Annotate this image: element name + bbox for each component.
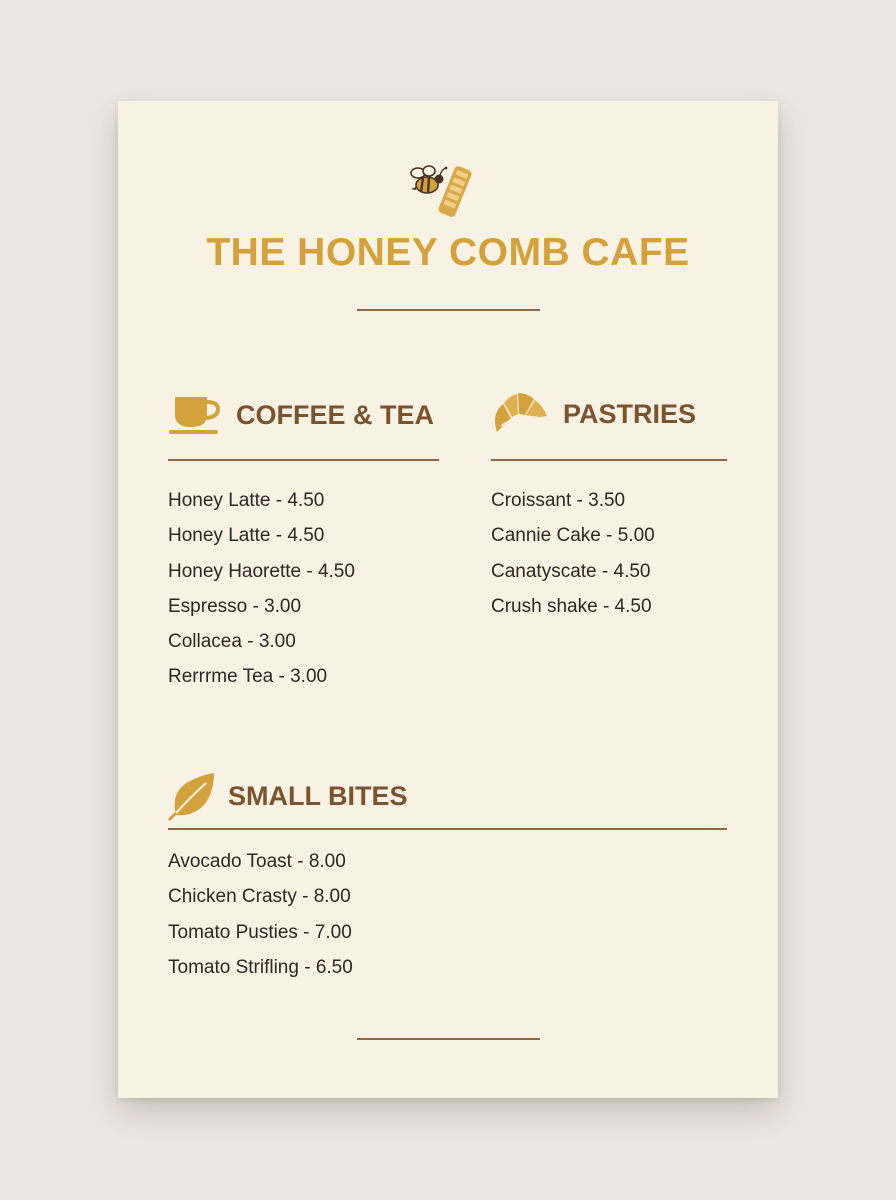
section-header-coffee	[168, 393, 434, 437]
section-header-bites	[168, 771, 408, 821]
list-item: Honey Latte - 4.50	[168, 525, 325, 547]
list-item: Cannie Cake - 5.00	[491, 525, 655, 547]
section-divider-coffee	[168, 459, 439, 461]
list-item: Rerrrme Tea - 3.00	[168, 666, 328, 688]
title-divider	[357, 309, 540, 311]
bee-and-honeycomb-icon	[408, 161, 488, 223]
list-item: Crush shake - 4.50	[491, 595, 652, 617]
list-item: Croissant - 3.50	[491, 490, 626, 511]
list-item: Espresso - 3.00	[168, 595, 302, 617]
section-divider-bites	[168, 828, 727, 830]
list-item: Tomato Strifling - 6.50	[168, 956, 353, 978]
section-header-pastries	[491, 388, 696, 440]
section-title-coffee: COFFEE & TEA	[236, 399, 435, 430]
leaf-icon	[168, 771, 216, 821]
list-item: Canatyscate - 4.50	[491, 560, 651, 582]
croissant-icon	[491, 388, 549, 440]
coffee-cup-icon	[168, 393, 222, 437]
section-divider-pastries	[491, 459, 727, 461]
list-item: Collacea - 3.00	[168, 631, 296, 653]
list-item: Avocado Toast - 8.00	[168, 851, 346, 872]
item-list-bites	[168, 844, 353, 985]
list-item: Honey Latte - 4.50	[168, 490, 325, 511]
menu-card	[118, 101, 778, 1098]
section-title-pastries: PASTRIES	[563, 398, 697, 429]
list-item: Honey Haorette - 4.50	[168, 560, 355, 582]
bottom-divider	[357, 1038, 540, 1040]
section-title-bites: SMALL BITES	[228, 780, 408, 811]
page-title: THE HONEY COMB CAFE	[206, 231, 690, 274]
item-list-coffee	[168, 483, 355, 695]
item-list-pastries	[491, 483, 655, 624]
list-item: Tomato Pusties - 7.00	[168, 921, 352, 943]
list-item: Chicken Crasty - 8.00	[168, 886, 351, 908]
